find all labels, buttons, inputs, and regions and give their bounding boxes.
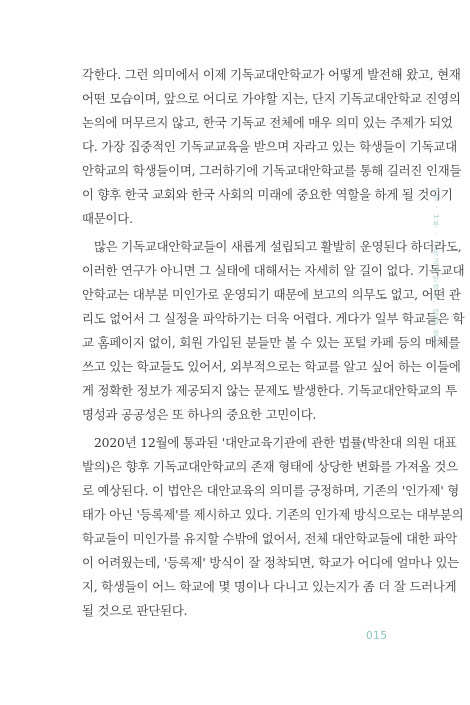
text-line: 2020년 12월에 통과된 '대안교육기관에 관한 법률(박찬대 의원 대표 xyxy=(94,435,457,450)
text-line: 어떤 모습이며, 앞으로 어디로 가야할 지는, 단지 기독교대안학교 진영의 xyxy=(82,91,461,106)
text-line: 많은 기독교대안학교들이 새롭게 설립되고 활발히 운영된다 하더라도, xyxy=(94,239,462,254)
running-head: 1장 · 1부 · 기독교대안학교, 방향 찾기 xyxy=(432,188,440,347)
text-line: 다. 가장 집중적인 기독교교육을 받으며 자라고 있는 학생들이 기독교대 xyxy=(82,139,457,154)
text-line: 이 어려웠는데, '등록제' 방식이 잘 정착되면, 학교가 어디에 얼마나 있는 xyxy=(82,555,460,570)
text-line: 될 것으로 판단된다. xyxy=(82,603,188,618)
text-line: 지, 학생들이 어느 학교에 몇 명이나 다니고 있는지가 좀 더 잘 드러나게 xyxy=(82,579,457,594)
text-line: 명성과 공공성은 또 하나의 중요한 고민이다. xyxy=(82,407,317,422)
text-line: 논의에 머무르지 않고, 한국 기독교 전체에 매우 의미 있는 주제가 되었 xyxy=(82,115,453,130)
text-line: 이 향후 한국 교회와 한국 사회의 미래에 중요한 역할을 하게 될 것이기 xyxy=(82,187,453,202)
text-line: 리도 없어서 그 실정을 파악하기는 더욱 어렵다. 게다가 일부 학교들은 학 xyxy=(82,311,465,326)
page-number: 015 xyxy=(366,630,388,642)
text-line: 로 예상된다. 이 법안은 대안교육의 의미를 긍정하며, 기존의 '인가제' 형 xyxy=(82,483,460,498)
text-line: 교 홈페이지 없이, 회원 가입된 분들만 볼 수 있는 포털 카페 등의 매체를 xyxy=(82,335,461,350)
text-line: 태가 아닌 '등록제'를 제시하고 있다. 기존의 인가제 방식으로는 대부분의 xyxy=(82,507,464,522)
text-line: 게 정확한 정보가 제공되지 않는 문제도 발생한다. 기독교대안학교의 투 xyxy=(82,383,457,398)
text-line: 이러한 연구가 아니면 그 실태에 대해서는 자세히 알 길이 없다. 기독교대 xyxy=(82,263,465,278)
paragraph xyxy=(82,431,464,623)
text-line: 쓰고 있는 학교들도 있어서, 외부적으로는 학교를 알고 싶어 하는 이들에 xyxy=(82,359,461,374)
text-line: 학교들이 미인가를 유지할 수밖에 없어서, 전체 대안학교들에 대한 파악 xyxy=(82,531,457,546)
text-line: 때문이다. xyxy=(82,211,133,226)
text-line: 안학교는 대부분 미인가로 운영되기 때문에 보고의 의무도 없고, 어떤 관 xyxy=(82,287,461,302)
paragraph xyxy=(82,63,462,231)
text-line: 안학교의 학생들이며, 그러하기에 기독교대안학교를 통해 길러진 인재들 xyxy=(82,163,462,178)
text-line: 각한다. 그런 의미에서 이제 기독교대안학교가 어떻게 발전해 왔고, 현재 xyxy=(82,67,461,82)
text-line: 발의)은 향후 기독교대안학교의 존재 형태에 상당한 변화를 가져올 것으 xyxy=(82,459,458,474)
